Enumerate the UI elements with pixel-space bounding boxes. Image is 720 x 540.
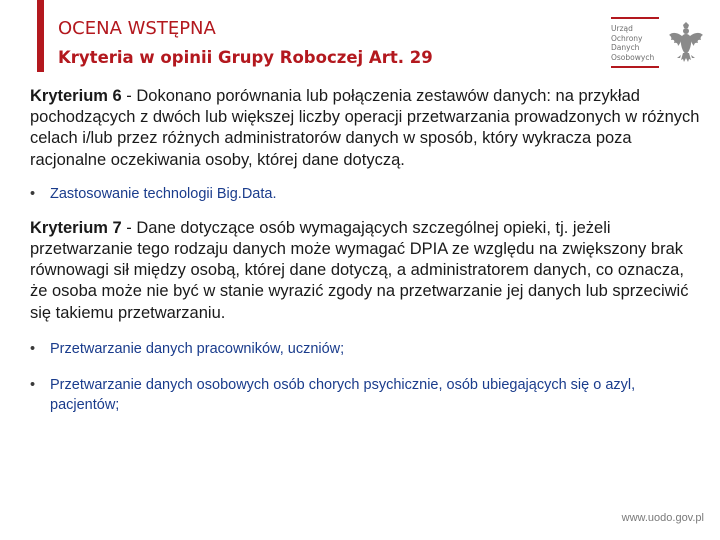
criterion-7-text: - Dane dotyczące osób wymagających szczególnej opieki, tj. jeżeli przetwarzanie tego rodzaju danych może wymagać DPIA ze względu na zwiększony brak równowagi sił między osobą, której dane dotyczą, a administratorem danych, co oznacza, że osoba może nie być w stanie wyrazić zgody na przetwarzanie jej danych lub sprzeciwić się takiemu przetwarzaniu. <box>30 218 689 322</box>
bullet-item: • Przetwarzanie danych osobowych osób chorych psychicznie, osób ubiegających się o azyl, pacjentów; <box>30 375 700 415</box>
criterion-7-paragraph <box>30 218 700 324</box>
logo-text <box>611 24 665 62</box>
criterion-6-bullets <box>30 184 700 204</box>
criterion-6-label: Kryterium 6 <box>30 87 122 105</box>
criterion-6-paragraph <box>30 86 700 171</box>
eagle-emblem-icon <box>668 22 704 66</box>
header-accent-bar <box>37 0 44 72</box>
slide-subtitle: Kryteria w opinii Grupy Roboczej Art. 29 <box>58 48 433 67</box>
logo-line: Danych <box>611 43 640 53</box>
bullet-item: • Zastosowanie technologii Big.Data. <box>30 184 700 204</box>
slide-title: OCENA WSTĘPNA <box>58 18 216 39</box>
criterion-7-label: Kryterium 7 <box>30 218 122 237</box>
logo-line: Urząd <box>611 24 633 33</box>
uodo-logo <box>608 14 706 74</box>
logo-top-rule <box>611 17 659 19</box>
logo-bottom-rule <box>611 66 659 68</box>
logo-line: Osobowych <box>611 52 655 62</box>
footer-url: www.uodo.gov.pl <box>621 512 704 524</box>
logo-line: Ochrony <box>611 33 643 43</box>
bullet-item: • Przetwarzanie danych pracowników, uczniów; <box>30 339 700 359</box>
criterion-7-bullets <box>30 339 700 415</box>
criterion-6-text: - Dokonano porównania lub połączenia zestawów danych: na przykład pochodzących z dwóch lub większej liczby operacji przetwarzania prowadzonych w różnych celach i/lub przez różnych administratorów danych w sposób, który wykracza poza racjonalne oczekiwania osoby, której dane dotyczą. <box>30 87 700 169</box>
slide-content <box>30 86 700 415</box>
